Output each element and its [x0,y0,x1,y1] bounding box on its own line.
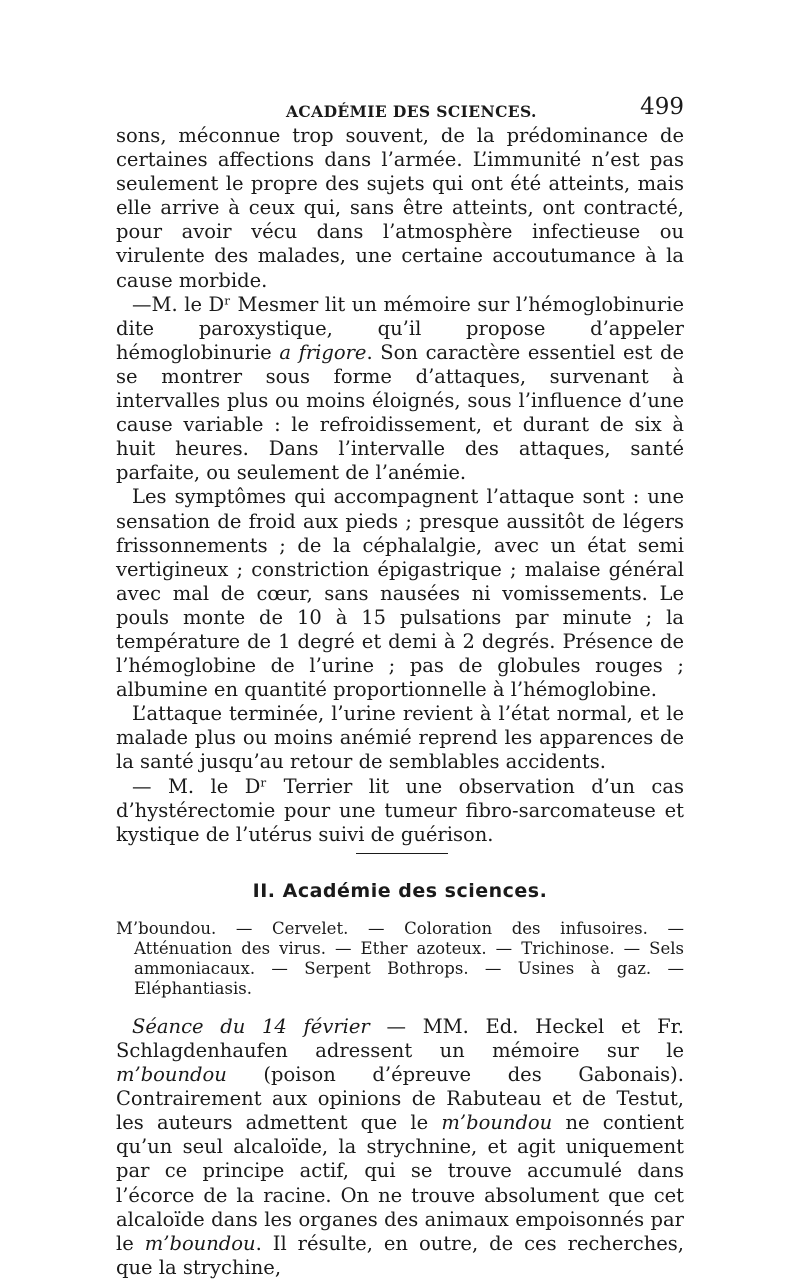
paragraph-terrier: — M. le Dʳ Terrier lit une observation d’un cas d’hystérectomie pour une tumeur fibro-sarcomateuse et kystique de l’utérus suivi de guérison. [116,774,684,846]
italic-mboundou-3: m’boundou [144,1231,256,1255]
paragraph-seance [116,1015,684,1280]
seance-date: Séance du 14 février [132,1014,370,1038]
section-summary: M’boundou. — Cervelet. — Coloration des infusoires. — Atténuation des virus. — Ether azoteux. — Trichinose. — Sels ammoniacaux. — Serpent Bothrops. — Usines à gaz. — Eléphantiasis. [116,918,684,998]
italic-mboundou-1: m’boundou [116,1063,227,1087]
seance-text-4: . Il résulte, en outre, de ces recherches, que la strychine, [116,1231,684,1279]
paragraph-mesmer-start: —M. le Dʳ Mesmer lit un mémoire sur l’hémoglobinurie dite paroxystique, qu’il propose d’appeler hémoglobinurie [116,292,684,364]
body-text [116,124,684,1280]
running-title: ACADÉMIE DES SCIENCES. [286,102,537,121]
paragraph-mesmer-end: . Son caractère essentiel est de se montrer sous forme d’attaques, survenant à intervalles plus ou moins éloignés, sous l’influence d’une cause variable : le refroidissement, et durant de six à huit heures. Dans l’intervalle des attaques, santé parfaite, ou seulement de l’anémie. [116,340,684,485]
running-head [116,94,684,124]
italic-a-frigore: a frigore [279,340,367,364]
seance-text-3: ne contient qu’un seul alcaloïde, la strychnine, et agit uniquement par ce principe actif, qui se trouve accumulé dans l’écorce de la racine. On ne trouve absolument que cet alcaloïde dans les organes des animaux empoisonnés par le [116,1111,684,1255]
seance-text-1: — MM. Ed. Heckel et Fr. Schlagdenhaufen adressent un mémoire sur le [116,1014,684,1062]
paragraph-mesmer [116,293,684,486]
paragraph-immunite: sons, méconnue trop souvent, de la prédominance de certaines affections dans l’armée. L’immunité n’est pas seulement le propre des sujets qui ont été atteints, mais elle arrive à ceux qui, sans être atteints, ont contracté, pour avoir vécu dans l’atmosphère infectieuse ou virulente des malades, une certaine accoutumance à la cause morbide. [116,124,684,292]
section-heading: II. Académie des sciences. [252,879,548,902]
seance-text-2: (poison d’épreuve des Gabonais). Contrairement aux opinions de Rabuteau et de Testut, les auteurs admettent que le [116,1063,684,1135]
page-number: 499 [640,94,684,120]
separator-rule [356,853,448,854]
paragraph-attaque-terminee: L’attaque terminée, l’urine revient à l’état normal, et le malade plus ou moins anémié reprend les apparences de la santé jusqu’au retour de semblables accidents. [116,702,684,774]
paragraph-symptomes: Les symptômes qui accompagnent l’attaque sont : une sensation de froid aux pieds ; presque aussitôt de légers frissonnements ; de la céphalalgie, avec un état semi vertigineux ; constriction épigastrique ; malaise général avec mal de cœur, sans nausées ni vomissements. Le pouls monte de 10 à 15 pulsations par minute ; la température de 1 degré et demi à 2 degrés. Présence de l’hémoglobine de l’urine ; pas de globules rouges ; albumine en quantité proportionnelle à l’hémoglobine. [116,485,684,702]
italic-mboundou-2: m’boundou [441,1111,553,1135]
